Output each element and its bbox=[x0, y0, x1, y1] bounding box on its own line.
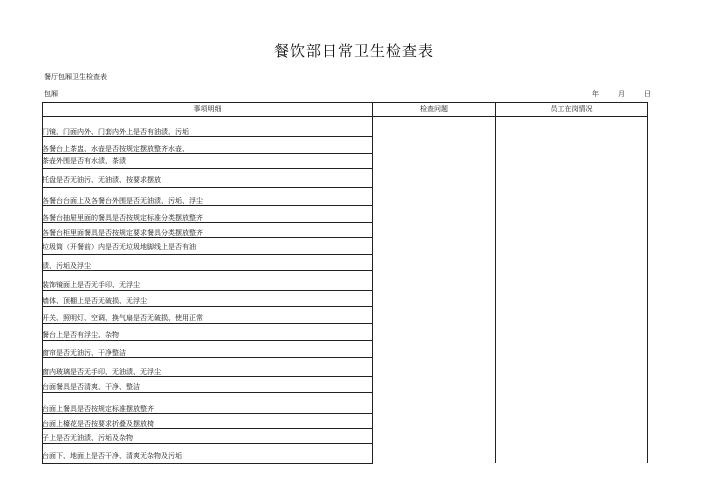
checklist-row: 子上是否无油渍、污垢及杂物 bbox=[42, 434, 133, 442]
row-divider bbox=[42, 306, 373, 307]
row-divider bbox=[42, 222, 373, 223]
row-divider bbox=[42, 413, 373, 414]
checklist-row: 餐台上是否有浮尘、杂物 bbox=[42, 331, 119, 339]
form-subtitle: 餐厅包厢卫生检查表 bbox=[44, 73, 107, 81]
row-divider bbox=[42, 136, 373, 137]
room-label: 包厢 bbox=[44, 90, 58, 98]
checklist-row: 台面餐具是否清爽、干净、整洁 bbox=[42, 383, 140, 391]
checklist-row: 各餐台抽屉里面的餐具是否按规定标准分类摆放整齐 bbox=[42, 214, 203, 222]
row-divider bbox=[42, 153, 373, 154]
checklist-row: 台面下、地面上是否干净、清爽无杂物及污垢 bbox=[42, 452, 182, 460]
row-divider bbox=[42, 376, 373, 377]
header-item: 事项明细 bbox=[42, 102, 373, 117]
row-divider bbox=[42, 205, 373, 206]
row-divider bbox=[42, 357, 373, 358]
checklist-row: 垃圾筒（开餐前）内是否无垃圾地脚线上是否有油 bbox=[42, 243, 196, 251]
date-month: 月 bbox=[618, 90, 625, 98]
row-divider bbox=[42, 187, 373, 188]
page-title: 餐饮部日常卫生检查表 bbox=[273, 42, 434, 60]
checklist-row: 渍、污垢及浮尘 bbox=[42, 262, 91, 270]
checklist-row: 各餐台台面上及各餐台外围是否无油渍、污垢、浮尘 bbox=[42, 197, 203, 205]
checklist-row: 各餐台柜里面餐具是否按规定要求餐具分类摆放整齐 bbox=[42, 229, 203, 237]
date-day: 日 bbox=[644, 90, 651, 98]
checklist-row: 台面上檯花是否按要求折叠及摆放椅 bbox=[42, 420, 154, 428]
checklist-row: 装饰镜面上是否无手印、无浮尘 bbox=[42, 281, 140, 289]
checklist-row: 窗帘是否无油污、干净整洁 bbox=[42, 349, 126, 357]
header-staff: 员工在岗情况 bbox=[495, 102, 648, 117]
row-divider bbox=[42, 428, 373, 429]
row-divider bbox=[42, 443, 373, 444]
row-divider bbox=[42, 254, 373, 255]
checklist-row: 墙体、顶棚上是否无破损、无浮尘 bbox=[42, 297, 147, 305]
row-divider bbox=[42, 463, 373, 464]
checklist-row: 门镜、门面内外、门套内外上是否有油渍、污垢 bbox=[42, 128, 189, 136]
checklist-row: 台面上餐具是否按规定标准摆放整齐 bbox=[42, 405, 154, 413]
checklist-row: 托盘是否无油污、无油渍、按要求摆放 bbox=[42, 176, 161, 184]
row-divider bbox=[42, 340, 373, 341]
checklist-row: 窗内玻璃是否无手印、无油渍、无浮尘 bbox=[42, 368, 161, 376]
date-year: 年 bbox=[592, 90, 599, 98]
checklist-row: 开关、照明灯、空调、换气扇是否无破损、使用正常 bbox=[42, 314, 203, 322]
header-issue: 检查问题 bbox=[372, 102, 496, 117]
checklist-row: 各餐台上茶盅、水壶是否按规定摆放整齐水壶、 bbox=[42, 145, 189, 153]
column-border-right bbox=[647, 116, 648, 463]
row-divider bbox=[42, 168, 373, 169]
checklist-row: 茶壶外围是否有水渍、茶渍 bbox=[42, 157, 126, 165]
column-border-issue bbox=[495, 116, 496, 463]
row-divider bbox=[42, 323, 373, 324]
row-divider bbox=[42, 237, 373, 238]
row-divider bbox=[42, 392, 373, 393]
row-divider bbox=[42, 270, 373, 271]
row-divider bbox=[42, 290, 373, 291]
